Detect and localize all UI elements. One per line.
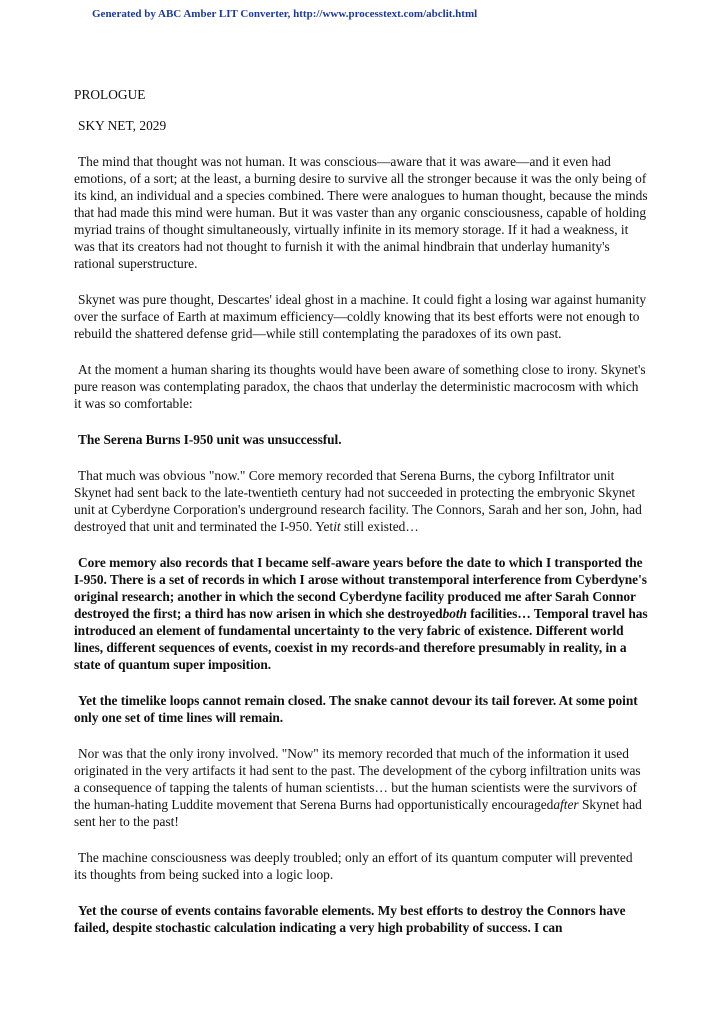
paragraph-text: Yet the timelike loops cannot remain closed. The snake cannot devour its tail forever. At some point only one set of time lines will remain. [74, 693, 638, 725]
paragraph [74, 467, 648, 535]
paragraph-text: Yet the course of events contains favorable elements. My best efforts to destroy the Connors have failed, despite stochastic calculation indicating a very high probability of success. I can [74, 903, 626, 935]
chapter-title: PROLOGUE [74, 87, 146, 102]
chapter-subtitle: SKY NET, 2029 [78, 118, 167, 133]
paragraph-text: The mind that thought was not human. It was conscious—aware that it was aware—and it even had emotions, of a sort; at the least, a burning desire to survive all the stronger because it was the only being of its kind, an individual and a species combined. There were analogues to human thought, because the minds that had made this mind were human. But it was vaster than any organic consciousness, capable of holding myriad trains of thought simultaneously, virtually infinite in its memory storage. If it had a weakness, it was that its creators had not thought to furnish it with the animal hindbrain that underlay humanity's rational superstructure. [74, 154, 648, 271]
emphasis-text: after [553, 797, 579, 812]
emphasis-text: both [442, 606, 467, 621]
paragraph [74, 291, 648, 342]
paragraph [74, 431, 648, 448]
paragraph-text: Skynet was pure thought, Descartes' ideal ghost in a machine. It could fight a losing war against humanity over the surface of Earth at maximum efficiency—coldly knowing that its best efforts were not enough to rebuild the shattered defense grid—while still contemplating the paradoxes of its own past. [74, 292, 647, 341]
paragraph-text: Core memory also records that I became self-aware years before the date to which I transported the I-950. There is a set of records in which I arose without transtemporal interference from Cyberdyne's original research; another in which the second Cyberdyne facility produced me after Sarah Connor destroyed the first; a third has now arisen in which she destroyed [74, 555, 647, 621]
paragraph-text: facilities… Temporal travel has introduced an element of fundamental uncertainty to the very fabric of existence. Different world lines, different sequences of events, coexist in my records-and therefore presumably in reality, in a state of quantum super imposition. [74, 606, 648, 672]
paragraph-text: Skynet had sent her to the past! [74, 797, 642, 829]
paragraph-text: The machine consciousness was deeply troubled; only an effort of its quantum computer will prevented its thoughts from being sucked into a logic loop. [74, 850, 633, 882]
paragraph [74, 902, 648, 936]
converter-header: Generated by ABC Amber LIT Converter, http://www.processtext.com/abclit.html [92, 8, 478, 20]
document-body [74, 86, 648, 936]
emphasis-text: it [333, 519, 341, 534]
paragraph [74, 745, 648, 830]
paragraph-text: still existed… [340, 519, 419, 534]
paragraph [74, 153, 648, 272]
paragraph-list [74, 153, 648, 936]
paragraph-text: That much was obvious "now." Core memory recorded that Serena Burns, the cyborg Infiltrator unit Skynet had sent back to the late-twentieth century had not succeeded in protecting the embryonic Skynet unit at Cyberdyne Corporation's underground research facility. The Connors, Sarah and her son, John, had destroyed that unit and terminated the I-950. Yet [74, 468, 642, 534]
paragraph [74, 692, 648, 726]
paragraph [74, 849, 648, 883]
paragraph-text: The Serena Burns I-950 unit was unsuccessful. [78, 432, 342, 447]
paragraph [74, 554, 648, 673]
paragraph-text: Nor was that the only irony involved. "Now" its memory recorded that much of the information it used originated in the very artifacts it had sent to the past. The development of the cyborg infiltration units was a consequence of tapping the talents of human scientists… but the human scientists were the survivors of the human-hating Luddite movement that Serena Burns had opportunistically encouraged [74, 746, 641, 812]
paragraph [74, 361, 648, 412]
paragraph-text: At the moment a human sharing its thoughts would have been aware of something close to irony. Skynet's pure reason was contemplating paradox, the chaos that underlay the deterministic macrocosm with which it was so comfortable: [74, 362, 646, 411]
